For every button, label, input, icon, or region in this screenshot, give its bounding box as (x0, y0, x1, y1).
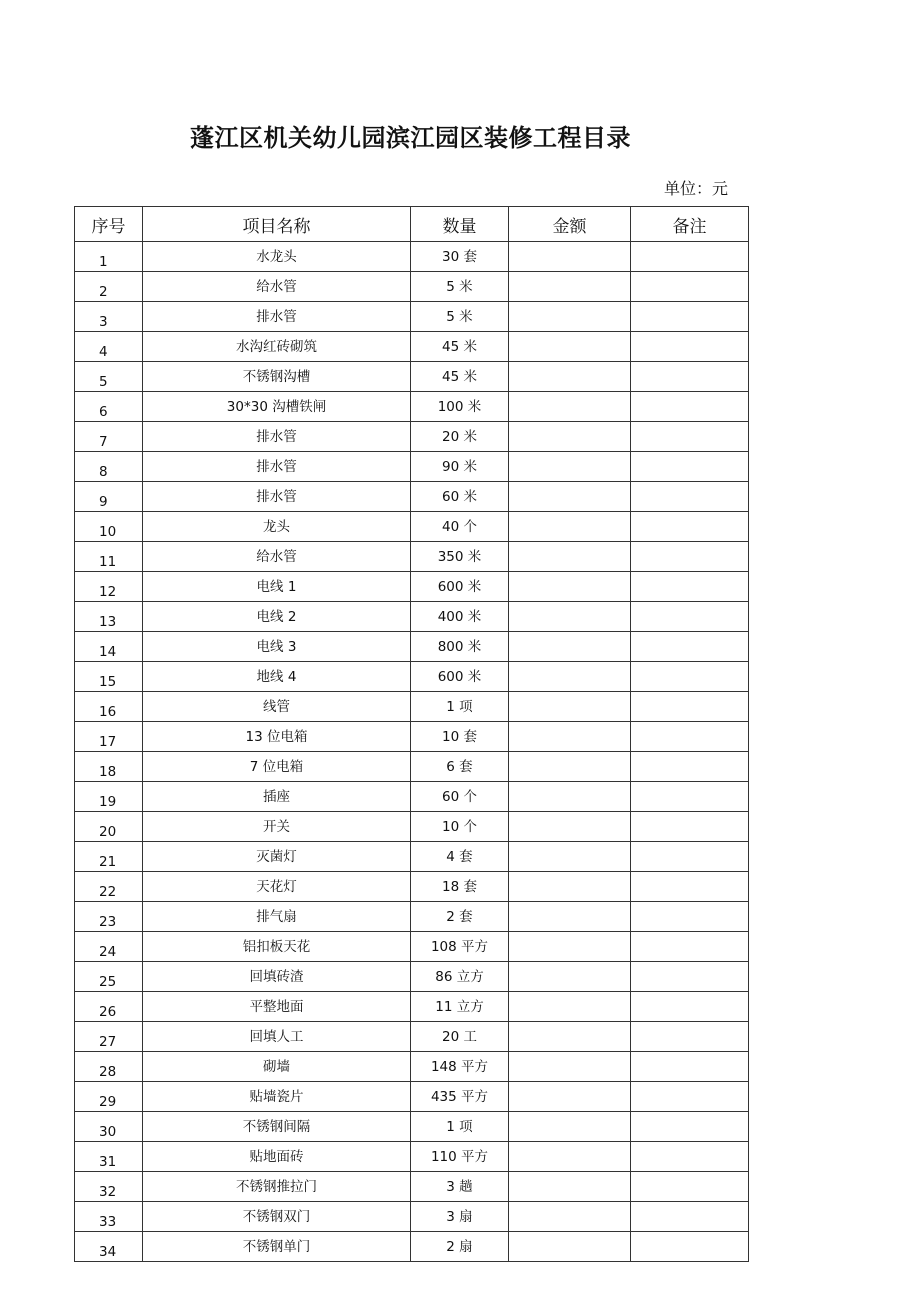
project-catalog-table (74, 206, 749, 1262)
row-serial-number: 29 (75, 1082, 143, 1112)
row-remarks (631, 752, 749, 782)
row-quantity: 6 套 (411, 752, 509, 782)
row-remarks (631, 1052, 749, 1082)
table-header-row (75, 207, 749, 242)
table-row (75, 362, 749, 392)
row-item-name: 不锈钢沟槽 (143, 362, 411, 392)
row-quantity: 2 套 (411, 902, 509, 932)
row-quantity: 10 个 (411, 812, 509, 842)
row-amount (509, 1112, 631, 1142)
table-row (75, 422, 749, 452)
table-row (75, 242, 749, 272)
row-serial-number: 5 (75, 362, 143, 392)
row-amount (509, 932, 631, 962)
row-item-name: 水龙头 (143, 242, 411, 272)
row-serial-number: 12 (75, 572, 143, 602)
row-serial-number: 32 (75, 1172, 143, 1202)
row-item-name: 电线 2 (143, 602, 411, 632)
row-quantity: 100 米 (411, 392, 509, 422)
row-remarks (631, 1112, 749, 1142)
table-row (75, 392, 749, 422)
row-item-name: 排水管 (143, 302, 411, 332)
table-row (75, 842, 749, 872)
row-remarks (631, 422, 749, 452)
row-amount (509, 1142, 631, 1172)
row-item-name: 13 位电箱 (143, 722, 411, 752)
table-row (75, 1232, 749, 1262)
row-remarks (631, 782, 749, 812)
row-serial-number: 17 (75, 722, 143, 752)
row-amount (509, 542, 631, 572)
row-remarks (631, 1172, 749, 1202)
row-item-name: 30*30 沟槽铁闸 (143, 392, 411, 422)
row-quantity: 350 米 (411, 542, 509, 572)
header-quantity: 数量 (411, 207, 509, 242)
row-amount (509, 1172, 631, 1202)
row-quantity: 10 套 (411, 722, 509, 752)
table-row (75, 872, 749, 902)
header-remarks: 备注 (631, 207, 749, 242)
row-serial-number: 28 (75, 1052, 143, 1082)
row-quantity: 60 个 (411, 782, 509, 812)
row-quantity: 600 米 (411, 662, 509, 692)
row-remarks (631, 1202, 749, 1232)
row-remarks (631, 602, 749, 632)
row-quantity: 600 米 (411, 572, 509, 602)
row-quantity: 3 趟 (411, 1172, 509, 1202)
row-amount (509, 602, 631, 632)
header-serial-number: 序号 (75, 207, 143, 242)
row-item-name: 不锈钢双门 (143, 1202, 411, 1232)
row-serial-number: 26 (75, 992, 143, 1022)
row-amount (509, 992, 631, 1022)
row-quantity: 86 立方 (411, 962, 509, 992)
row-quantity: 2 扇 (411, 1232, 509, 1262)
table-row (75, 272, 749, 302)
row-serial-number: 4 (75, 332, 143, 362)
table-row (75, 962, 749, 992)
row-amount (509, 572, 631, 602)
table-row (75, 602, 749, 632)
row-item-name: 贴墙瓷片 (143, 1082, 411, 1112)
row-remarks (631, 872, 749, 902)
header-amount: 金额 (509, 207, 631, 242)
table-row (75, 932, 749, 962)
row-serial-number: 24 (75, 932, 143, 962)
table-row (75, 1142, 749, 1172)
row-amount (509, 962, 631, 992)
row-serial-number: 18 (75, 752, 143, 782)
row-item-name: 线管 (143, 692, 411, 722)
row-amount (509, 512, 631, 542)
row-serial-number: 3 (75, 302, 143, 332)
table-row (75, 1112, 749, 1142)
row-amount (509, 362, 631, 392)
table-row (75, 992, 749, 1022)
row-serial-number: 15 (75, 662, 143, 692)
table-row (75, 632, 749, 662)
row-item-name: 回填砖渣 (143, 962, 411, 992)
table-row (75, 572, 749, 602)
row-quantity: 30 套 (411, 242, 509, 272)
row-amount (509, 632, 631, 662)
table-row (75, 452, 749, 482)
table-row (75, 1202, 749, 1232)
row-amount (509, 302, 631, 332)
row-remarks (631, 272, 749, 302)
row-item-name: 平整地面 (143, 992, 411, 1022)
row-quantity: 4 套 (411, 842, 509, 872)
row-quantity: 3 扇 (411, 1202, 509, 1232)
row-remarks (631, 842, 749, 872)
row-item-name: 地线 4 (143, 662, 411, 692)
row-serial-number: 33 (75, 1202, 143, 1232)
table-row (75, 722, 749, 752)
document-title: 蓬江区机关幼儿园滨江园区装修工程目录 (190, 124, 631, 152)
row-quantity: 108 平方 (411, 932, 509, 962)
row-quantity: 800 米 (411, 632, 509, 662)
row-remarks (631, 812, 749, 842)
row-serial-number: 9 (75, 482, 143, 512)
row-remarks (631, 1082, 749, 1112)
row-item-name: 龙头 (143, 512, 411, 542)
row-item-name: 不锈钢间隔 (143, 1112, 411, 1142)
row-item-name: 开关 (143, 812, 411, 842)
row-serial-number: 13 (75, 602, 143, 632)
row-amount (509, 692, 631, 722)
row-remarks (631, 362, 749, 392)
row-amount (509, 482, 631, 512)
row-item-name: 插座 (143, 782, 411, 812)
row-item-name: 铝扣板天花 (143, 932, 411, 962)
row-quantity: 20 米 (411, 422, 509, 452)
row-amount (509, 662, 631, 692)
table-row (75, 482, 749, 512)
row-serial-number: 16 (75, 692, 143, 722)
row-quantity: 1 项 (411, 1112, 509, 1142)
row-serial-number: 27 (75, 1022, 143, 1052)
row-remarks (631, 332, 749, 362)
row-item-name: 不锈钢推拉门 (143, 1172, 411, 1202)
table-row (75, 782, 749, 812)
row-quantity: 148 平方 (411, 1052, 509, 1082)
table-row (75, 902, 749, 932)
row-item-name: 砌墙 (143, 1052, 411, 1082)
row-serial-number: 34 (75, 1232, 143, 1262)
row-quantity: 20 工 (411, 1022, 509, 1052)
row-serial-number: 22 (75, 872, 143, 902)
row-serial-number: 11 (75, 542, 143, 572)
row-quantity: 400 米 (411, 602, 509, 632)
row-item-name: 给水管 (143, 272, 411, 302)
row-remarks (631, 1232, 749, 1262)
row-serial-number: 20 (75, 812, 143, 842)
row-amount (509, 452, 631, 482)
row-item-name: 排气扇 (143, 902, 411, 932)
row-remarks (631, 722, 749, 752)
row-remarks (631, 392, 749, 422)
table-row (75, 1052, 749, 1082)
row-serial-number: 2 (75, 272, 143, 302)
row-quantity: 435 平方 (411, 1082, 509, 1112)
row-amount (509, 752, 631, 782)
row-item-name: 电线 1 (143, 572, 411, 602)
row-remarks (631, 302, 749, 332)
row-serial-number: 21 (75, 842, 143, 872)
row-serial-number: 14 (75, 632, 143, 662)
row-item-name: 7 位电箱 (143, 752, 411, 782)
table-row (75, 332, 749, 362)
row-remarks (631, 1022, 749, 1052)
row-serial-number: 7 (75, 422, 143, 452)
row-remarks (631, 962, 749, 992)
row-remarks (631, 542, 749, 572)
row-item-name: 灭菌灯 (143, 842, 411, 872)
row-quantity: 5 米 (411, 272, 509, 302)
row-item-name: 不锈钢单门 (143, 1232, 411, 1262)
row-serial-number: 1 (75, 242, 143, 272)
row-item-name: 天花灯 (143, 872, 411, 902)
row-item-name: 给水管 (143, 542, 411, 572)
row-quantity: 45 米 (411, 362, 509, 392)
row-amount (509, 272, 631, 302)
row-remarks (631, 1142, 749, 1172)
row-serial-number: 8 (75, 452, 143, 482)
row-serial-number: 23 (75, 902, 143, 932)
table-row (75, 692, 749, 722)
row-item-name: 排水管 (143, 482, 411, 512)
table-row (75, 812, 749, 842)
row-quantity: 1 项 (411, 692, 509, 722)
row-remarks (631, 572, 749, 602)
row-amount (509, 842, 631, 872)
row-remarks (631, 242, 749, 272)
table-row (75, 542, 749, 572)
row-quantity: 45 米 (411, 332, 509, 362)
row-amount (509, 1082, 631, 1112)
table-row (75, 1172, 749, 1202)
row-amount (509, 332, 631, 362)
row-item-name: 回填人工 (143, 1022, 411, 1052)
row-amount (509, 242, 631, 272)
row-serial-number: 19 (75, 782, 143, 812)
row-amount (509, 1052, 631, 1082)
table-row (75, 1082, 749, 1112)
row-serial-number: 10 (75, 512, 143, 542)
row-remarks (631, 632, 749, 662)
row-remarks (631, 662, 749, 692)
row-quantity: 18 套 (411, 872, 509, 902)
row-item-name: 排水管 (143, 422, 411, 452)
row-remarks (631, 452, 749, 482)
row-serial-number: 30 (75, 1112, 143, 1142)
table-row (75, 1022, 749, 1052)
row-serial-number: 25 (75, 962, 143, 992)
row-amount (509, 902, 631, 932)
row-item-name: 排水管 (143, 452, 411, 482)
row-item-name: 贴地面砖 (143, 1142, 411, 1172)
row-quantity: 110 平方 (411, 1142, 509, 1172)
row-amount (509, 1202, 631, 1232)
row-remarks (631, 482, 749, 512)
row-quantity: 40 个 (411, 512, 509, 542)
row-remarks (631, 512, 749, 542)
row-amount (509, 422, 631, 452)
table-row (75, 662, 749, 692)
row-remarks (631, 692, 749, 722)
table-row (75, 302, 749, 332)
unit-label: 单位：元 (664, 179, 729, 198)
row-item-name: 电线 3 (143, 632, 411, 662)
row-item-name: 水沟红砖砌筑 (143, 332, 411, 362)
row-serial-number: 6 (75, 392, 143, 422)
row-amount (509, 1232, 631, 1262)
row-remarks (631, 902, 749, 932)
row-amount (509, 1022, 631, 1052)
row-quantity: 5 米 (411, 302, 509, 332)
row-amount (509, 722, 631, 752)
header-item-name: 项目名称 (143, 207, 411, 242)
row-amount (509, 812, 631, 842)
table-row (75, 752, 749, 782)
row-serial-number: 31 (75, 1142, 143, 1172)
row-amount (509, 872, 631, 902)
row-remarks (631, 992, 749, 1022)
row-amount (509, 782, 631, 812)
row-quantity: 11 立方 (411, 992, 509, 1022)
row-quantity: 90 米 (411, 452, 509, 482)
row-remarks (631, 932, 749, 962)
table-row (75, 512, 749, 542)
row-quantity: 60 米 (411, 482, 509, 512)
row-amount (509, 392, 631, 422)
